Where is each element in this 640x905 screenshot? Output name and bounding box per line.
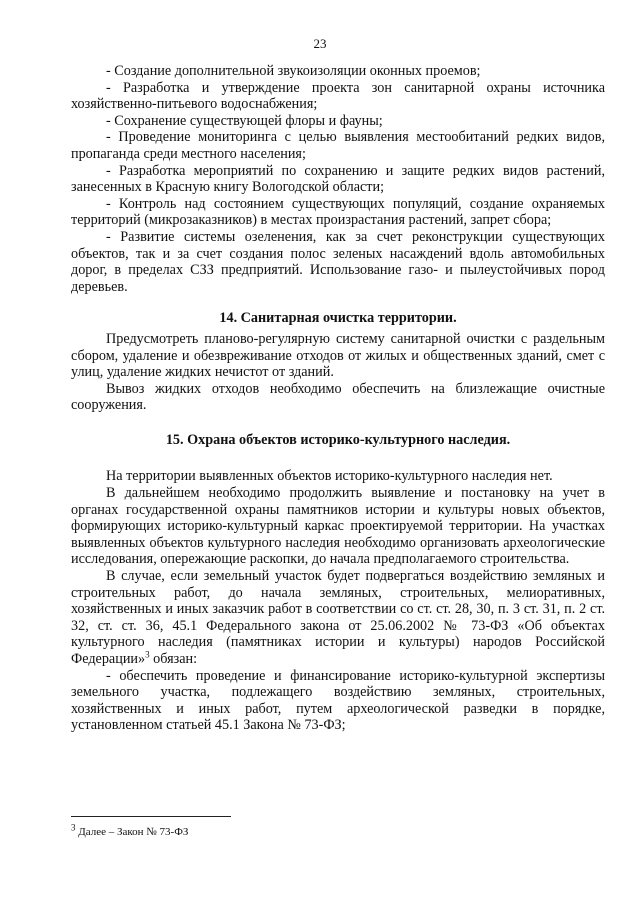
footnote [71,822,189,838]
section-15-paragraph-law [71,568,605,668]
page-number: 23 [313,36,327,51]
footnote-reference[interactable]: 3 [145,649,150,660]
section-15-paragraph: В дальнейшем необходимо продолжить выявление и постановку на учет в органах государственной охраны памятников истории и культуры новых объектов, формирующих историко-культурный каркас проектируемой территории. На участках выявленных объектов культурного наследия необходимо организовать археологические исследования, опережающие раскопки, до начала предполагаемого строительства. [71,485,605,568]
list-item: - Проведение мониторинга с целью выявления местообитаний редких видов, пропаганда среди местного населения; [71,129,605,162]
section-15-paragraph: На территории выявленных объектов историко-культурного наследия нет. [106,468,553,485]
section-14-paragraph: Предусмотреть планово-регулярную систему санитарной очистки с раздельным сбором, удаление и обезвреживание отходов от жилых и общественных зданий, смет с улиц, удаление жидких нечистот от зданий. [71,330,605,381]
law-paragraph-text: В случае, если земельный участок будет подвергаться воздействию земляных и строительных работ, до начала земляных, строительных, мелиоративных, хозяйственных и иных заказчик работ в соответствии со ст. ст. 28, 30, п. 3 ст. 31, п. 2 ст. 32, ст. ст. 36, 45.1 Федерального закона от 25.06.2002 № 73-ФЗ «Об объектах культурного наследия (памятниках истории и культуры) народов Российской Федерации» [71,568,605,667]
list-item: - Создание дополнительной звукоизоляции оконных проемов; [106,63,481,79]
list-item: - Разработка мероприятий по сохранению и защите редких видов растений, занесенных в Красную книгу Вологодской области; [71,162,605,196]
page-body [71,63,605,734]
list-item: - Разработка и утверждение проекта зон санитарной охраны источника хозяйственно-питьевого водоснабжения; [71,79,605,113]
list-item: - Сохранение существующей флоры и фауны; [106,112,383,129]
footnote-mark: 3 [71,822,76,833]
law-paragraph-tail: обязан: [149,651,198,667]
section-14-heading: 14. Санитарная очистка территории. [219,310,457,327]
footnote-text: Далее – Закон № 73-ФЗ [75,826,189,838]
section-15-heading: 15. Охрана объектов историко-культурного наследия. [165,431,511,448]
list-item: - Контроль над состоянием существующих популяций, создание охраняемых территорий (микрозаказников) в местах произрастания растений, запрет сбора; [71,195,605,229]
section-15-list-item: - обеспечить проведение и финансирование историко-культурной экспертизы земельного участка, подлежащего воздействию земляных, строительных, хозяйственных и иных работ, путем археологической разведки в порядке, установленном статьей 45.1 Закона № 73-ФЗ; [71,667,605,734]
footnote-divider [71,816,231,817]
list-item: - Развитие системы озеленения, как за счет реконструкции существующих объектов, так и за счет создания полос зеленых насаждений вдоль автомобильных дорог, в пределах СЗЗ предприятий. Использование газо- и пылеустойчивых пород деревьев. [71,228,605,295]
section-14-paragraph: Вывоз жидких отходов необходимо обеспечить на близлежащие очистные сооружения. [71,380,605,414]
